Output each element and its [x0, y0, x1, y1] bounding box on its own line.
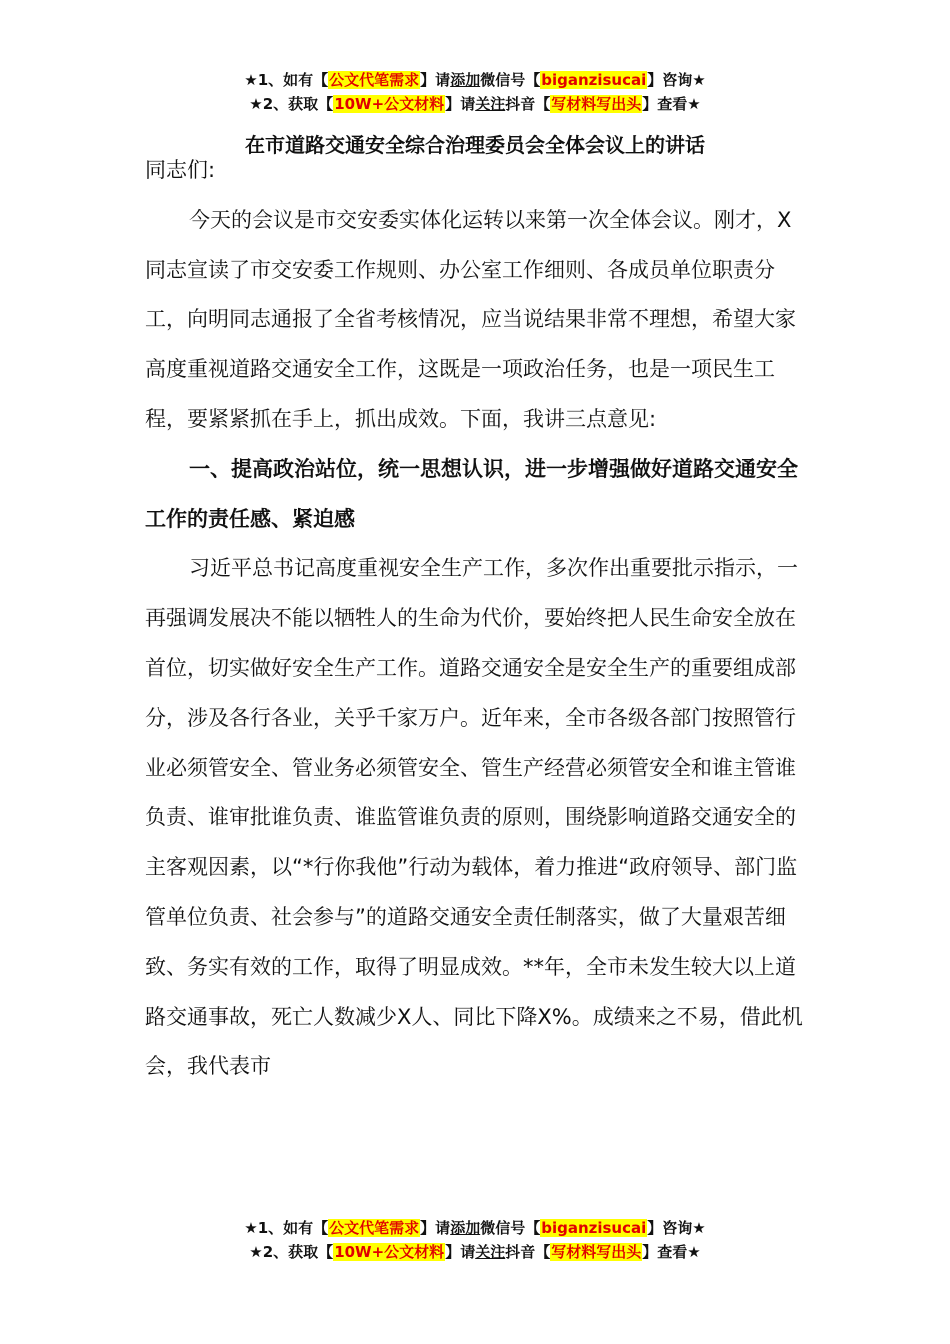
paragraph-section-1: 习近平总书记高度重视安全生产工作，多次作出重要批示指示，一再强调发展决不能以牺牲人的生命为代价，要始终把人民生命安全放在首位，切实做好安全生产工作。道路交通安全是安全生产的重要组成部分，涉及各行各业，关乎千家万户。近年来，全市各级各部门按照管行业必须管安全、管业务必须管安全、管生产经营必须管安全和谁主管谁负责、谁审批谁负责、谁监管谁负责的原则，围绕影响道路交通安全的主客观因素，以“*行你我他”行动为载体，着力推进“政府领导、部门监管单位负责、社会参与”的道路交通安全责任制落实，做了大量艰苦细致、务实有效的工作，取得了明显成效。**年，全市未发生较大以上道路交通事故，死亡人数减少X人、同比下降X%。成绩来之不易，借此机会，我代表市 — [145, 556, 803, 1079]
ad-text: 】请 — [445, 95, 476, 113]
ad-line-1 — [0, 68, 950, 92]
ad-banner-top — [0, 68, 950, 116]
ad-text: 】请 — [445, 1243, 476, 1261]
ad-text: 抖音【 — [505, 95, 551, 113]
ad-text: ★2、获取【 — [249, 95, 334, 113]
highlight-douyin: 写材料写出头 — [551, 1243, 642, 1261]
highlight-douyin: 写材料写出头 — [551, 95, 642, 113]
ad-text: 抖音【 — [505, 1243, 551, 1261]
salutation: 同志们: — [145, 158, 216, 182]
document-body — [145, 146, 805, 1092]
paragraph-opening: 今天的会议是市交安委实体化运转以来第一次全体会议。刚才，X同志宣读了市交安委工作规则、办公室工作细则、各成员单位职责分工，向明同志通报了全省考核情况，应当说结果非常不理想，希望大家高度重视道路交通安全工作，这既是一项政治任务，也是一项民生工程，要紧紧抓在手上，抓出成效。下面，我讲三点意见: — [145, 207, 796, 431]
highlight-wechat-id: biganzisucai — [541, 71, 647, 89]
highlight-wechat-id: biganzisucai — [541, 1219, 647, 1237]
ad-text: ★1、如有【 — [244, 71, 329, 89]
ad-text: 】查看★ — [642, 95, 701, 113]
ad-line-1 — [0, 1216, 950, 1240]
ad-underline: 添加 — [450, 71, 481, 89]
ad-underline: 关注 — [475, 95, 506, 113]
ad-text: ★2、获取【 — [249, 1243, 334, 1261]
ad-line-2 — [0, 1240, 950, 1264]
ad-banner-bottom — [0, 1216, 950, 1264]
highlight-materials: 10W+公文材料 — [334, 95, 445, 113]
ad-text: 】咨询★ — [647, 1219, 706, 1237]
ad-text: 微信号【 — [480, 1219, 541, 1237]
section-heading-1: 一、提高政治站位，统一思想认识，进一步增强做好道路交通安全工作的责任感、紧迫感 — [145, 456, 798, 531]
ad-text: 微信号【 — [480, 71, 541, 89]
highlight-service: 公文代笔需求 — [329, 1219, 420, 1237]
ad-text: 】请 — [420, 1219, 451, 1237]
ad-line-2 — [0, 92, 950, 116]
highlight-materials: 10W+公文材料 — [334, 1243, 445, 1261]
ad-text: 】请 — [420, 71, 451, 89]
ad-text: ★1、如有【 — [244, 1219, 329, 1237]
ad-text: 】查看★ — [642, 1243, 701, 1261]
ad-underline: 关注 — [475, 1243, 506, 1261]
document-title: 在市道路交通安全综合治理委员会全体会议上的讲话 — [245, 133, 705, 157]
ad-text: 】咨询★ — [647, 71, 706, 89]
ad-underline: 添加 — [450, 1219, 481, 1237]
highlight-service: 公文代笔需求 — [329, 71, 420, 89]
